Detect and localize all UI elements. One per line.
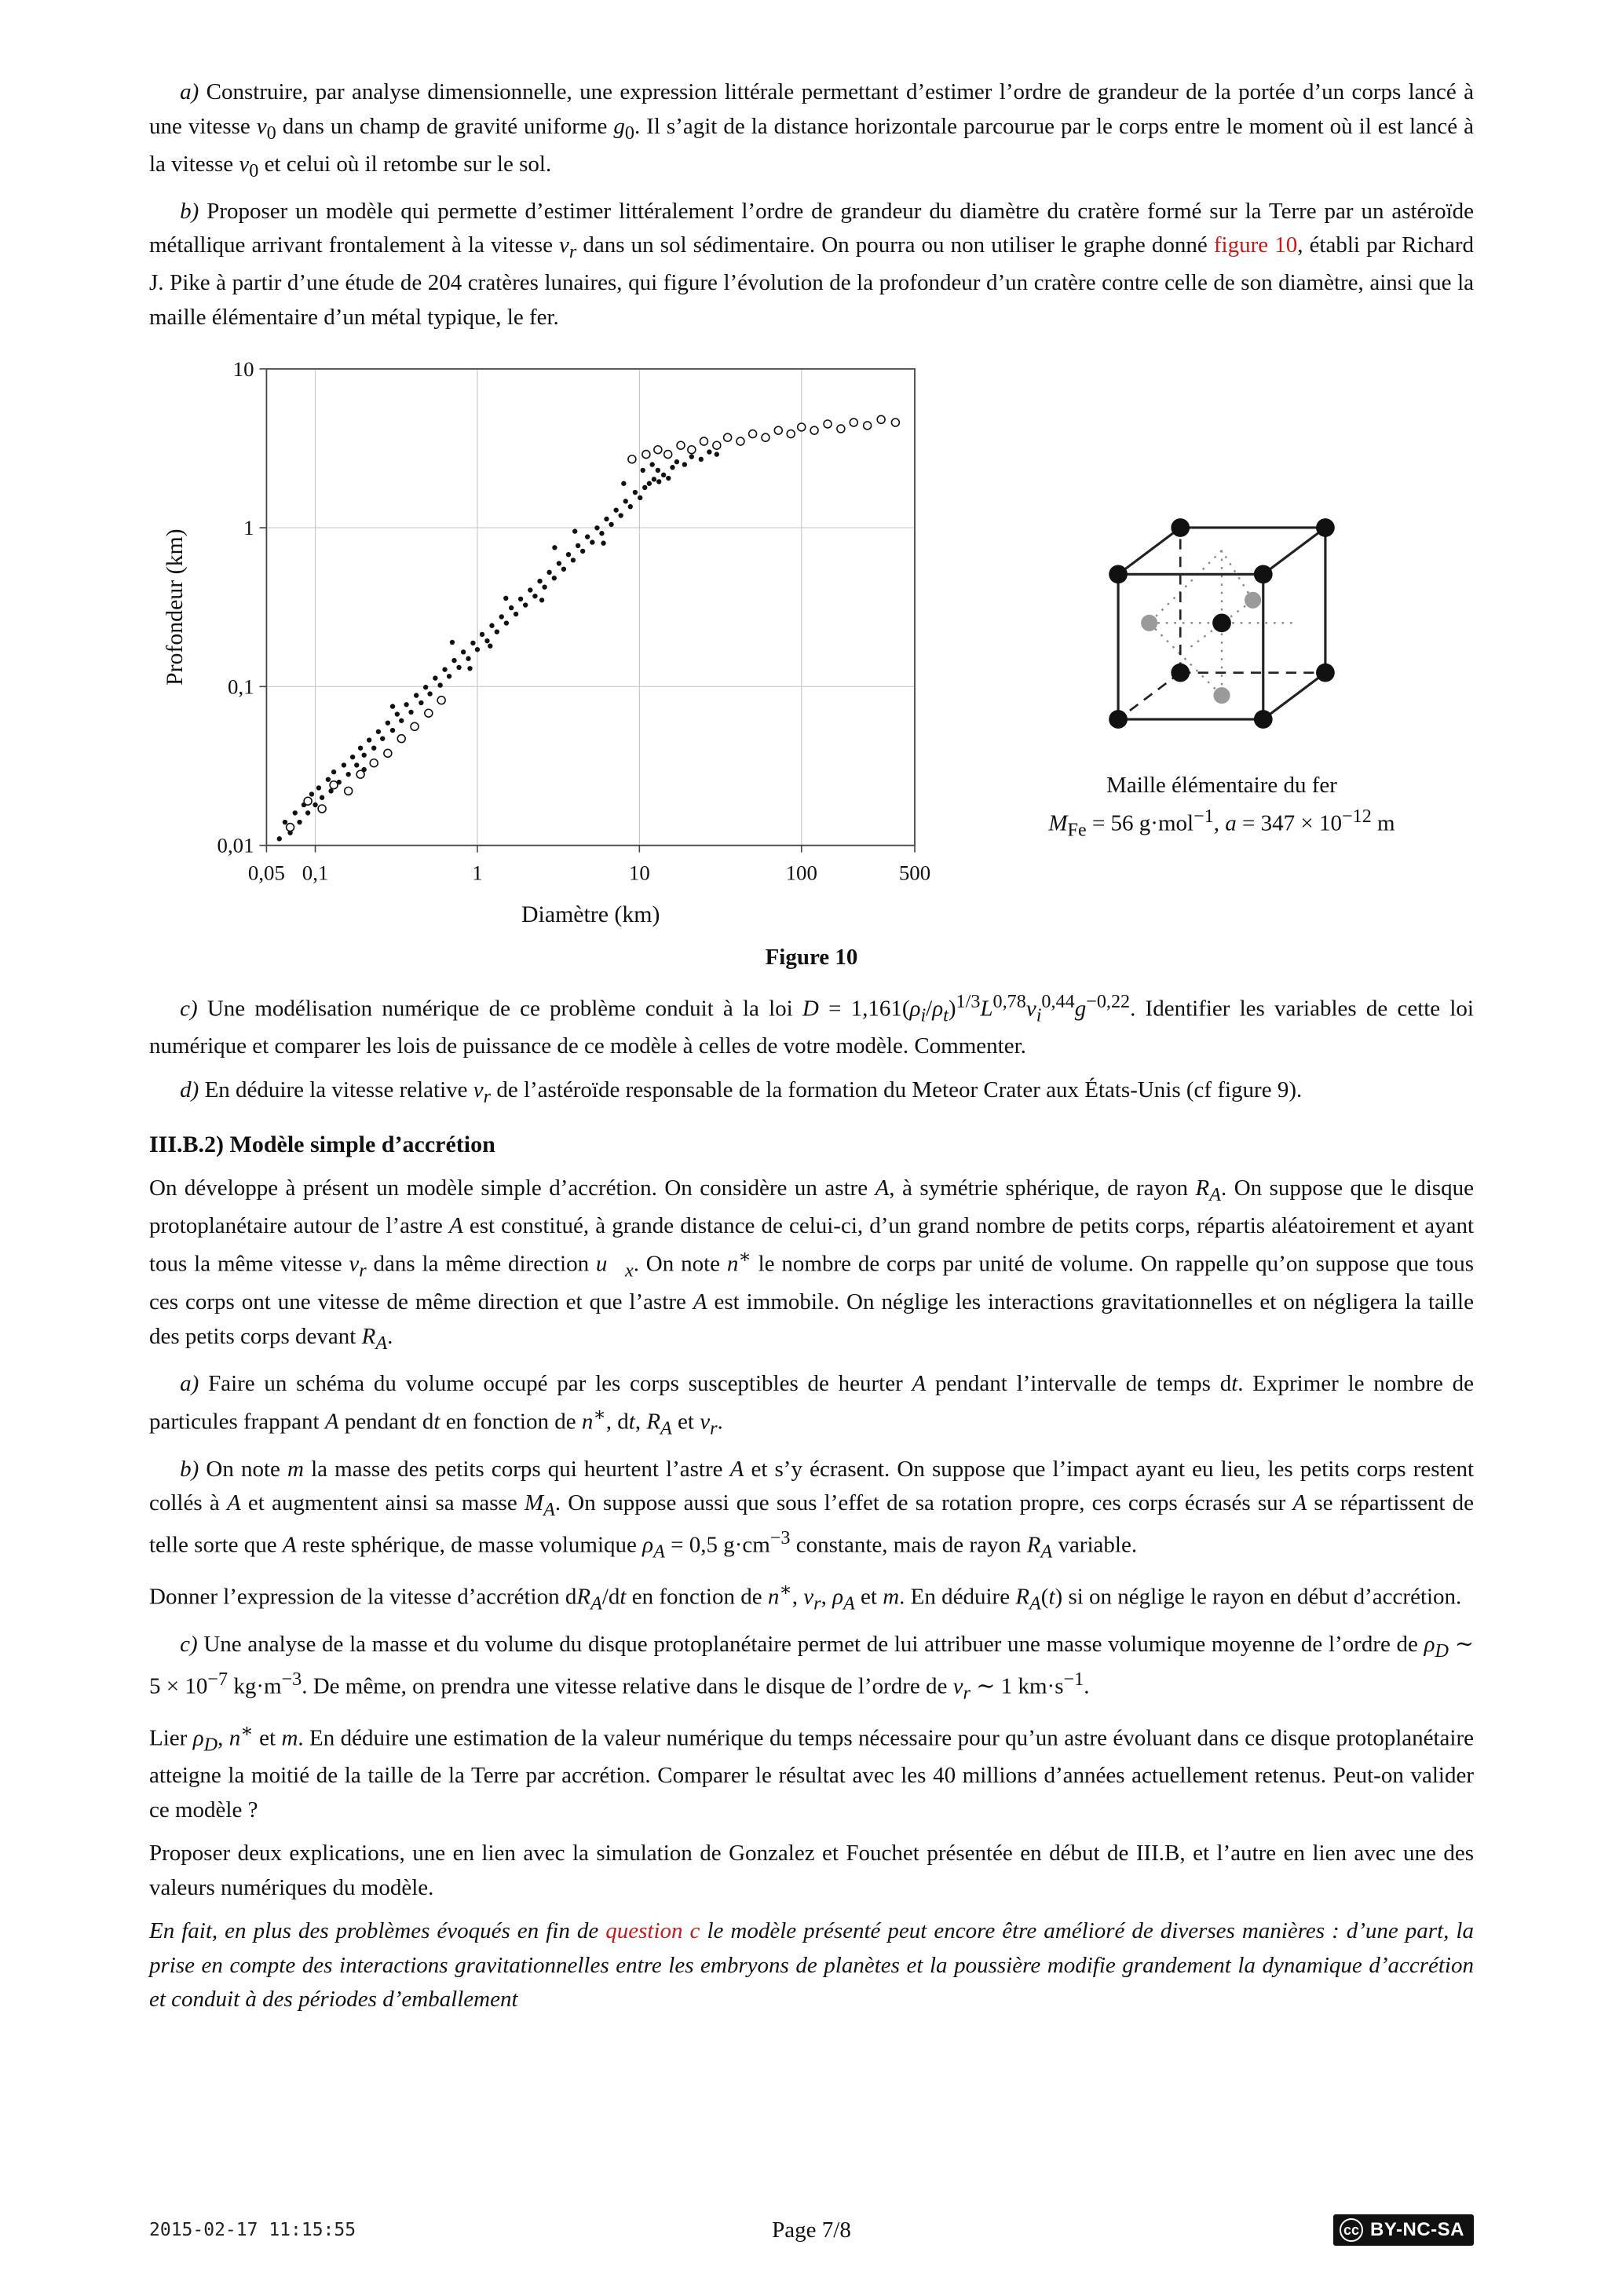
data-point-filled (546, 570, 551, 575)
data-point-filled (707, 450, 711, 455)
data-point-open (688, 446, 696, 454)
iron-lattice-figure (970, 502, 1474, 845)
crater-depth-diameter-plot (149, 345, 946, 931)
data-point-filled (466, 656, 470, 661)
closing-remark: En fait, en plus des problèmes évoqués en fin de question c le modèle présenté peut encore être amélioré de diverses manières : d’une part, la prise en compte des interactions gravitationnelles entre les embryons de planètes et la poussière modifie grandement la dynamique d’accrétion et conduit à des périodes d’emballement (149, 1918, 1474, 2013)
data-point-open (677, 441, 685, 449)
data-point-open (787, 430, 795, 438)
data-point-filled (305, 810, 310, 815)
data-point-filled (552, 576, 557, 580)
data-point-filled (715, 452, 719, 457)
data-point-filled (427, 692, 432, 696)
data-point-filled (489, 623, 494, 628)
cc-license-badge[interactable] (1333, 2214, 1474, 2246)
inline-reference-link[interactable]: question c (605, 1918, 700, 1944)
data-point-filled (331, 770, 336, 774)
data-point-filled (699, 457, 704, 462)
data-point-filled (419, 700, 423, 705)
data-point-filled (470, 641, 475, 645)
question-a-schema-volume: a) Faire un schéma du volume occupé par les corps susceptibles de heurter A pendant l’intervalle de temps dt. Exprimer le nombre de particules frappant A pendant dt en fonction de n∗, dt, $R_A$ et $v_r$. (149, 1370, 1474, 1439)
data-point-filled (561, 567, 566, 572)
data-point-filled (590, 540, 594, 545)
question-b-masse: b) On note m la masse des petits corps qui heurtent l’astre A et s’y écrasent. On suppose que l’impact ayant eu lieu, les petits corps restent collés à A et augmentent ainsi sa masse $M_A$. On suppose aussi que sous l’effet de sa rotation propre, ces corps écrasés sur A se répartissent de telle sorte que A reste sphérique, de masse volumique $\rho_A = 0,5$ $g\cdot cm^{-3}$ constante, mais de rayon $R_A$ variable. (149, 1456, 1475, 1563)
data-point-open (850, 419, 857, 426)
data-point-open (810, 426, 818, 434)
data-point-filled (580, 549, 585, 554)
lattice-caption-title: Maille élémentaire du fer (1106, 772, 1337, 798)
data-point-filled (371, 746, 376, 751)
data-point-open (864, 422, 872, 430)
x-axis-label: Diamètre (km) (521, 901, 660, 928)
question-c-loi-numerique: c) Une modélisation numérique de ce problème conduit à la loi $D = 1,161(\rho_i/\rho_t)^{1/3}L^{0,78}v_i^{0,44}g^{-0,22}$. Identifier les variables de cette loi numérique et comparer les lois de puissance de ce modèle à celles de votre modèle. Commenter. (149, 990, 1474, 1059)
x-tick-label: 100 (785, 861, 817, 885)
data-point-filled (552, 545, 557, 550)
data-point-filled (495, 630, 499, 634)
data-point-filled (376, 729, 381, 734)
data-point-filled (674, 459, 679, 464)
data-point-open (713, 441, 721, 449)
data-point-filled (447, 674, 451, 678)
paragraph-modele-accretion: On développe à présent un modèle simple d’accrétion. On considère un astre A, à symétrie sphérique, de rayon $R_A$. On suppose que le disque protoplanétaire autour de l’astre A est constitué, à grande distance de celui-ci, d’un grand nombre de petits corps, répartis aléatoirement et ayant tous la même vitesse $v_r$ dans la même direction $u⃗_x$. On note n∗ le nombre de corps par unité de volume. On rappelle qu’on suppose que tous ces corps ont une vitesse de même direction et que l’astre A est immobile. On néglige les interactions gravitationnelles et on négligera la taille des petits corps devant $R_A$. (149, 1175, 1475, 1354)
data-point-open (664, 451, 672, 459)
data-point-filled (316, 785, 321, 790)
x-tick-label: 0,05 (247, 861, 285, 885)
data-point-filled (539, 598, 544, 602)
section-heading-IIIB2: III.B.2) Modèle simple d’accrétion (149, 1131, 495, 1157)
data-point-open (724, 433, 732, 441)
data-point-filled (638, 495, 642, 500)
data-point-filled (467, 666, 472, 671)
figure-caption: Figure 10 (765, 945, 858, 971)
data-point-open (397, 735, 405, 743)
data-point-filled (594, 525, 599, 530)
y-tick-label: 10 (232, 356, 254, 381)
cc-badge-wrap (851, 2214, 1474, 2246)
data-point-filled (652, 477, 656, 481)
data-point-open (737, 437, 744, 445)
data-point-open (411, 722, 419, 730)
data-point-filled (613, 508, 618, 513)
data-point-open (762, 433, 769, 441)
figure-10 (149, 345, 1474, 938)
data-point-filled (367, 738, 371, 743)
data-point-open (774, 426, 782, 434)
cc-license-label: BY-NC-SA (1369, 2219, 1464, 2240)
data-point-filled (682, 462, 687, 467)
data-point-filled (390, 704, 395, 709)
data-point-filled (437, 683, 442, 688)
data-point-filled (503, 596, 508, 601)
data-point-open (798, 423, 806, 431)
data-point-open (425, 709, 433, 717)
data-point-open (654, 446, 662, 454)
x-tick-label: 500 (898, 861, 931, 885)
question-a-portee: a) Construire, par analyse dimensionnelle, une expression littérale permettant d’estimer l’ordre de grandeur de la portée d’un corps lancé à une vitesse $v_0$ dans un champ de gravité uniforme $g_0$. Il s’agit de la distance horizontale parcourue par le corps entre le moment où il est lancé à la vitesse $v_0$ et celui où il retombe sur le sol. (149, 79, 1474, 181)
data-point-filled (523, 602, 528, 607)
data-point-filled (661, 473, 666, 477)
data-point-filled (689, 455, 694, 459)
question-c-analyse-masse: c) Une analyse de la masse et du volume du disque protoplanétaire permet de lui attribuer une masse volumique moyenne de l’ordre de $\rho_D$ ∼ $5 \times 10^{-7}$ $kg\cdot m^{-3}$. De même, on prendra une vitesse relative dans le disque de l’ordre de $v_r$ ∼ 1 $km\cdot s^{-1}$. (149, 1631, 1474, 1704)
data-point-filled (641, 468, 645, 473)
question-b-cratere: b) Proposer un modèle qui permette d’estimer littéralement l’ordre de grandeur du diamètre du cratère formé sur la Terre par un astéroïde métallique arrivant frontalement à la vitesse $v_r$ dans un sol sédimentaire. On pourra ou non utiliser le graphe donné figure 10, établi par Richard J. Pike à partir d’une étude de 204 cratères lunaires, qui figure l’évolution de la profondeur d’un cratère contre celle de son diamètre, ainsi que la maille élémentaire d’un métal typique, le fer. (149, 198, 1475, 330)
question-d-vitesse: d) En déduire la vitesse relative $v_r$ de l’astéroïde responsable de la formation du Meteor Crater aux États-Unis (cf figure 9). (180, 1077, 1303, 1107)
data-point-filled (572, 529, 577, 534)
data-point-filled (320, 795, 324, 800)
page-number: Page 7/8 (772, 2217, 851, 2243)
data-point-filled (433, 676, 437, 681)
data-point-filled (532, 594, 537, 598)
data-point-filled (423, 685, 428, 689)
y-axis-label: Profondeur (km) (161, 528, 188, 686)
data-point-filled (542, 585, 546, 590)
x-tick-label: 10 (628, 861, 650, 885)
data-point-open (891, 419, 899, 426)
data-point-open (304, 797, 312, 805)
paragraph-vitesse-accretion: Donner l’expression de la vitesse d’accrétion $dR_A/dt$ en fonction de n∗, $v_r$, $\rho_A$ et m. En déduire $R_A(t)$ si on néglige le rayon en début d’accrétion. (149, 1579, 1462, 1614)
data-point-filled (293, 810, 298, 815)
data-point-filled (656, 468, 660, 473)
data-point-filled (350, 755, 355, 759)
data-point-filled (326, 777, 331, 782)
timestamp: 2015-02-17 11:15:55 (149, 2220, 356, 2240)
data-point-filled (277, 836, 282, 841)
data-point-filled (313, 803, 317, 807)
data-point-open (384, 749, 392, 757)
lattice-caption-values: $M_{Fe} = 56$ g·mol$^{-1}$, $a = 347 \times 10^{-12}$ m (1048, 806, 1395, 841)
y-tick-label: 1 (243, 516, 254, 540)
inline-reference-link[interactable]: figure 10 (1213, 232, 1298, 258)
data-point-open (700, 437, 707, 445)
data-point-filled (297, 820, 302, 824)
data-point-filled (642, 485, 647, 490)
data-point-filled (576, 543, 580, 548)
data-point-open (628, 455, 636, 463)
data-point-filled (358, 746, 363, 751)
paragraph-deux-explications: Proposer deux explications, une en lien avec la simulation de Gonzalez et Fouchet présentée en début de III.B, et l’autre en lien avec une des valeurs numériques du modèle. (149, 1841, 1474, 1900)
data-point-filled (599, 531, 604, 536)
data-point-filled (461, 649, 466, 654)
data-point-filled (518, 597, 523, 601)
data-point-filled (571, 558, 576, 562)
data-point-filled (408, 710, 413, 715)
data-point-filled (499, 614, 504, 619)
data-point-filled (380, 737, 385, 741)
data-point-open (837, 425, 845, 433)
data-point-filled (361, 753, 366, 758)
iron-lattice-diagram (1077, 502, 1367, 745)
data-point-filled (475, 647, 480, 652)
data-point-filled (354, 762, 359, 767)
data-point-filled (656, 479, 661, 484)
data-point-filled (566, 552, 571, 557)
data-point-filled (585, 535, 590, 539)
crater-scatter-chart (149, 345, 946, 938)
data-point-filled (557, 561, 561, 566)
data-point-filled (386, 721, 390, 726)
data-point-filled (450, 640, 455, 645)
data-point-open (356, 770, 364, 778)
y-tick-label: 0,01 (217, 833, 254, 857)
data-point-filled (509, 605, 514, 610)
data-point-filled (404, 702, 408, 707)
x-tick-label: 1 (472, 861, 483, 885)
lattice-caption (1048, 769, 1395, 845)
data-point-filled (647, 481, 652, 486)
data-point-filled (670, 465, 674, 470)
data-point-filled (395, 711, 400, 716)
data-point-filled (283, 820, 287, 824)
data-point-open (370, 759, 378, 767)
data-point-filled (399, 718, 404, 723)
page-footer (149, 2214, 1474, 2246)
data-point-open (877, 415, 885, 423)
data-point-open (437, 696, 445, 704)
paragraph-lier-rho: Lier $\rho_D$, n∗ et m. En déduire une estimation de la valeur numérique du temps nécessaire pour qu’un astre évoluant dans ce disque protoplanétaire atteigne la moitié de la taille de la Terre par accrétion. Comparer le résultat avec les 40 millions d’années actuellement retenus. Peut-on valider ce modèle ? (149, 1720, 1475, 1823)
data-point-filled (480, 632, 484, 637)
data-point-open (749, 430, 757, 438)
data-point-filled (309, 792, 314, 796)
data-point-filled (488, 644, 492, 649)
data-point-filled (649, 462, 654, 467)
data-point-open (318, 805, 326, 813)
data-point-filled (451, 658, 456, 663)
data-point-open (330, 781, 338, 789)
data-point-filled (514, 612, 518, 616)
data-point-filled (456, 665, 461, 670)
data-point-filled (537, 579, 542, 583)
x-tick-label: 0,1 (302, 861, 329, 885)
lattice-gray-atoms (1141, 591, 1261, 703)
data-point-open (642, 451, 650, 459)
data-point-filled (666, 476, 671, 481)
data-point-filled (623, 499, 628, 503)
data-point-open (287, 824, 294, 832)
data-point-filled (528, 587, 532, 592)
y-tick-label: 0,1 (227, 675, 254, 699)
data-point-filled (484, 638, 489, 643)
data-point-filled (601, 541, 605, 546)
data-point-filled (504, 620, 509, 625)
data-point-filled (621, 481, 626, 486)
data-point-filled (345, 772, 350, 777)
data-point-filled (633, 490, 638, 495)
data-point-filled (618, 513, 623, 517)
data-point-filled (390, 728, 395, 733)
data-point-filled (414, 693, 419, 698)
data-point-filled (609, 522, 613, 527)
data-point-open (345, 787, 353, 795)
data-point-filled (604, 517, 609, 521)
cc-icon: cc (1340, 2218, 1363, 2242)
data-point-filled (342, 762, 346, 767)
data-point-filled (628, 504, 633, 509)
data-point-open (824, 420, 832, 428)
data-point-filled (442, 667, 447, 672)
